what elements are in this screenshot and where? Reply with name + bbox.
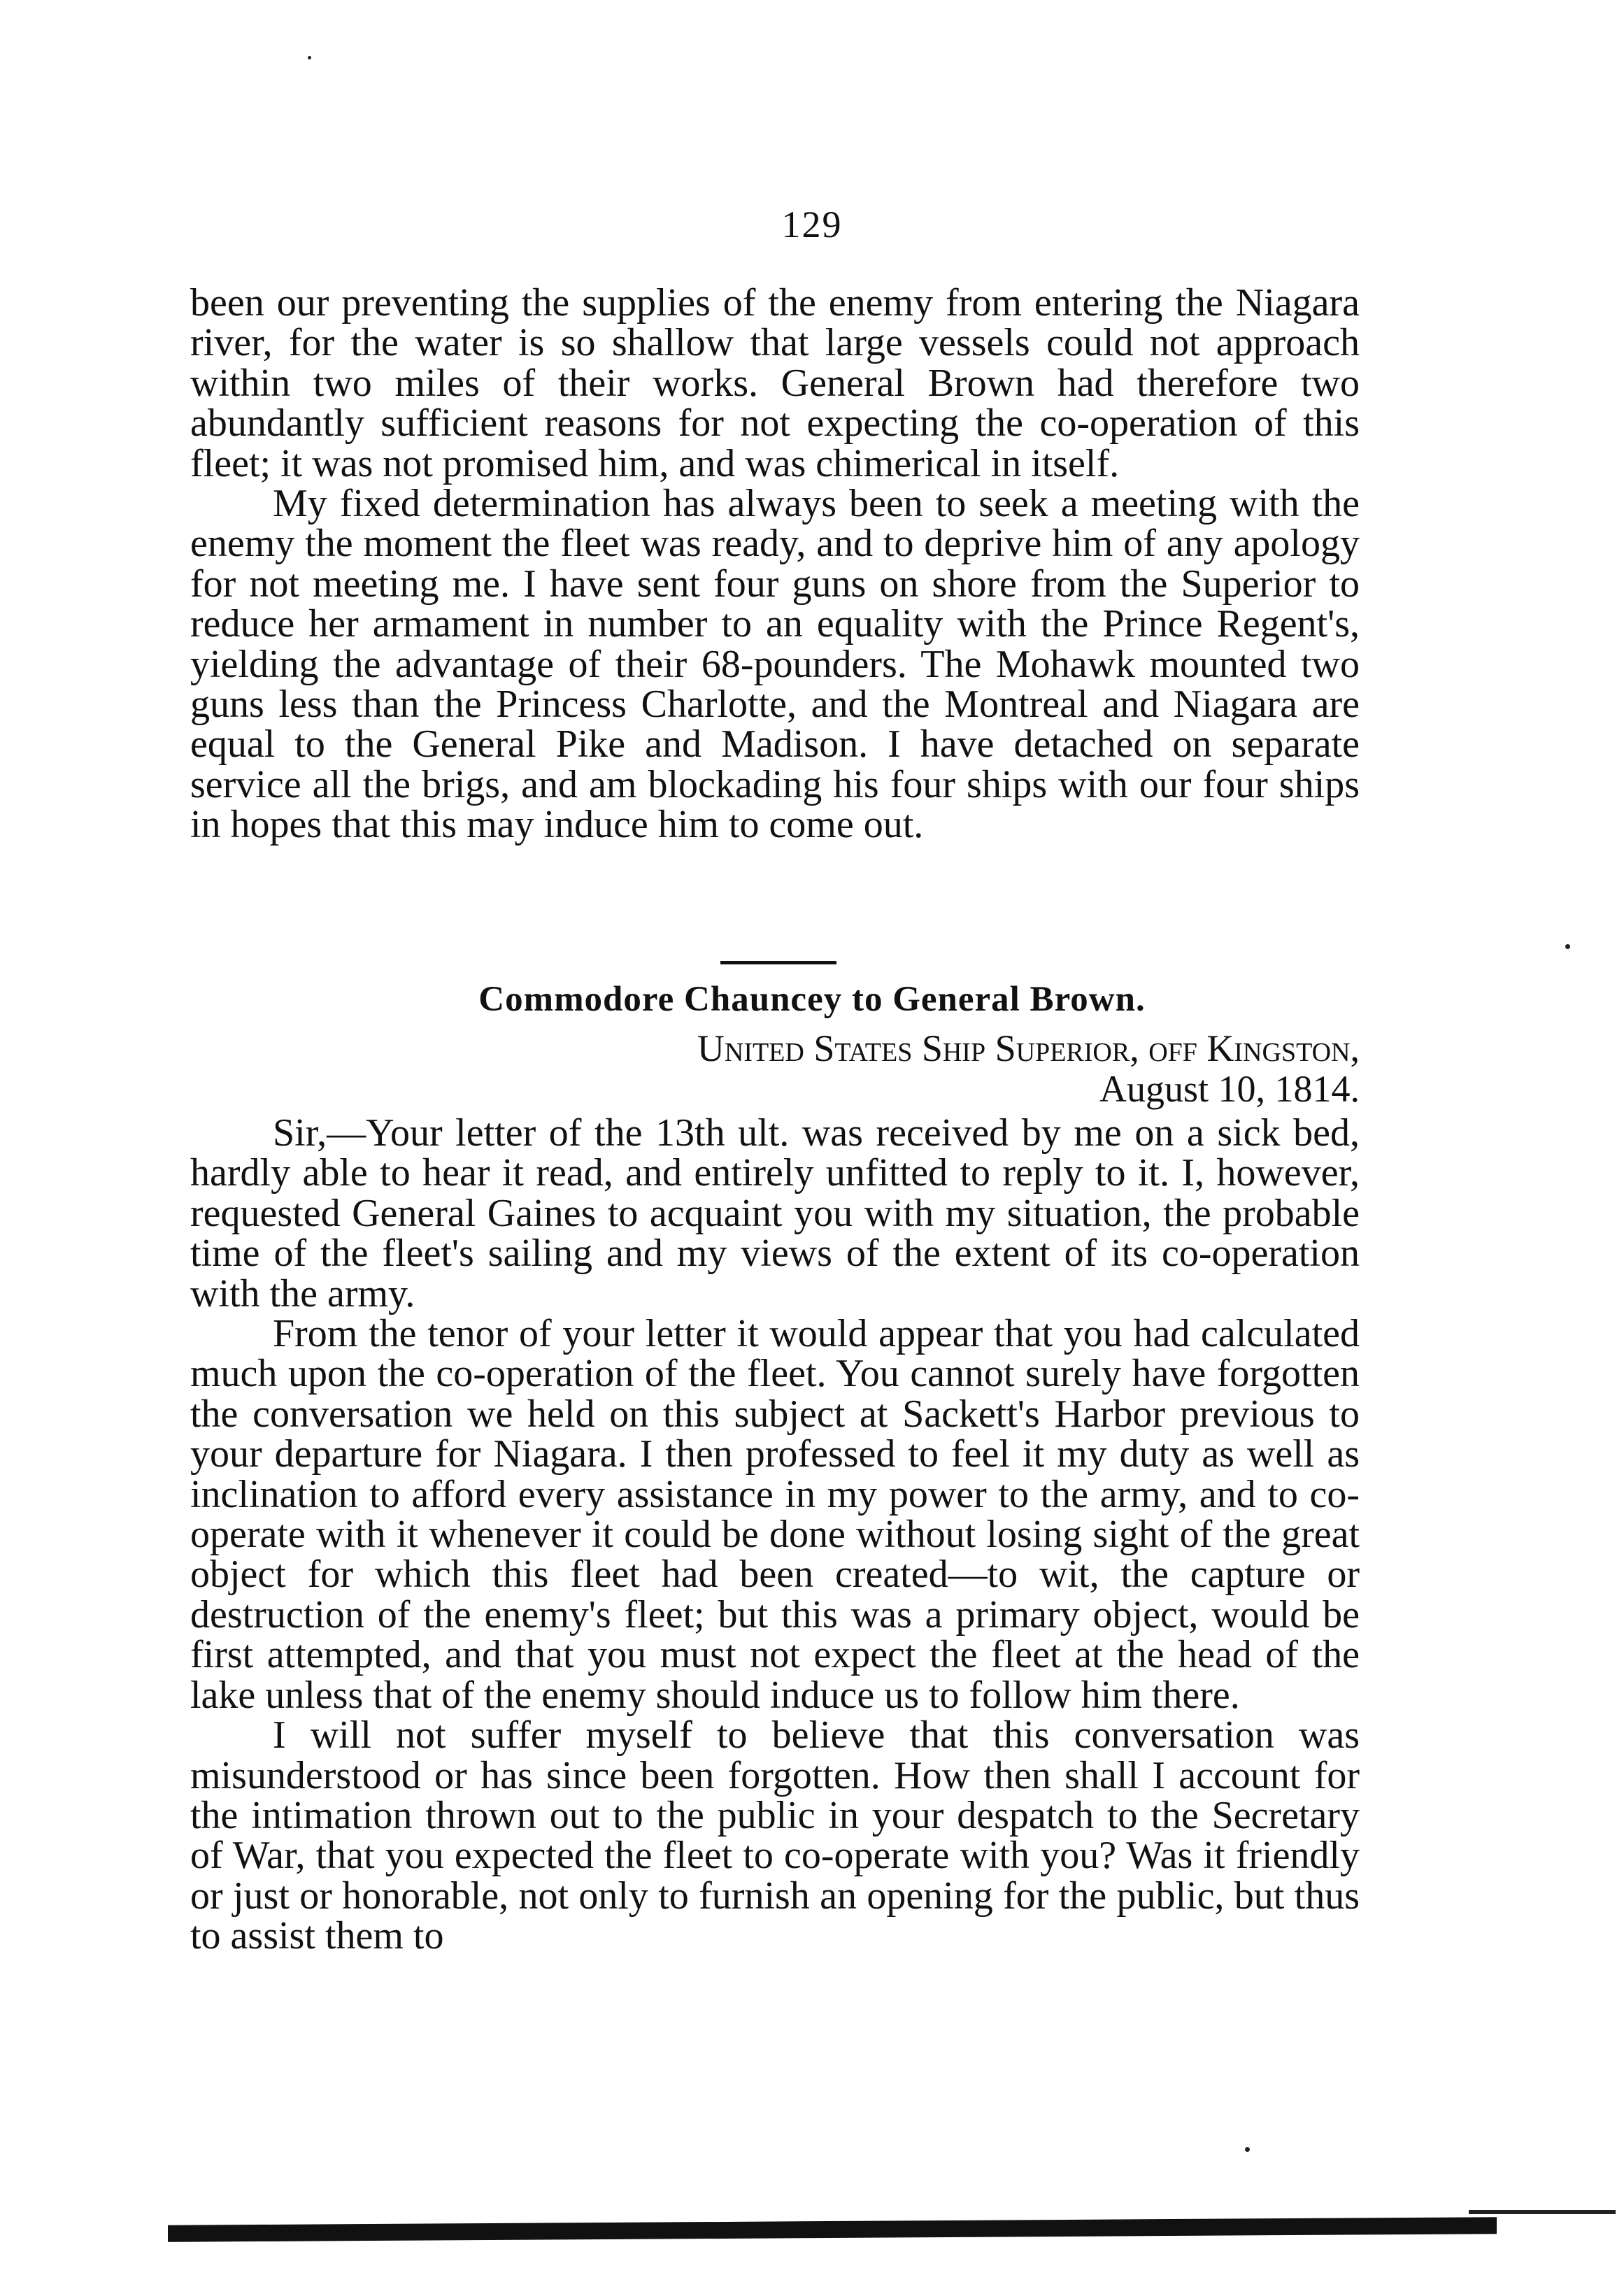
scan-speck [1565,944,1570,949]
scan-edge-bar [168,2217,1497,2242]
page-number: 129 [781,204,843,245]
paragraph-fixed-determination: My fixed determination has always been to seek a meeting with the enemy the moment the fleet was ready, and to deprive him of any apology for not meeting me. I have sent four guns on shore from the Superior to reduce her armament in number to an equality with the Prince Regent's, yielding the advantage of their 68-pounders. The Mohawk mounted two guns less than the Princess Charlotte, and the Montreal and Niagara are equal to the General Pike and Madison. I have detached on separate service all the brigs, and am blockading his four ships with our four ships in hopes that this may induce him to come out. [190,482,1360,847]
body-text-top [190,283,1360,846]
paragraph-tenor: From the tenor of your letter it would appear that you had calculated much upon the co-operation of the fleet. You cannot surely have forgotten the conversation we held on this subject at Sackett's Harbor previous to your departure for Niagara. I then professed to feel it my duty as well as inclination to afford every assistance in my power to the army, and to co-operate with it whenever it could be done without losing sight of the great object for which this fleet had been created—to wit, the capture or destruction of the enemy's fleet; but this was a primary object, would be first attempted, and that you must not expect the fleet at the head of the lake unless that of the enemy should induce us to follow him there. [190,1312,1360,1717]
letter-heading: Commodore Chauncey to General Brown. [478,980,1146,1019]
scan-speck [308,56,311,59]
letter-dateline [697,1028,1360,1109]
scan-speck [1245,2147,1250,2152]
scan-edge-tail [1469,2210,1616,2214]
paragraph-not-suffer: I will not suffer myself to believe that this conversation was misunderstood or has since been forgotten. How then shall I account for the intimation thrown out to the public in your despatch to the Secretary of War, that you expected the fleet to co-operate with you? Was it friendly or just or honorable, not only to furnish an opening for the public, but thus to assist them to [190,1713,1360,1958]
paragraph-continuation: been our preventing the supplies of the enemy from entering the Niagara river, for the water is so shallow that large vessels could not approach within two miles of their works. General Brown had therefore two abundantly sufficient reasons for not expecting the co-operation of this fleet; it was not promised him, and was chimerical in itself. [190,281,1360,485]
section-divider [720,961,836,964]
body-text-letter [190,1113,1360,1957]
dateline-place: United States Ship Superior, off Kingston, [697,1027,1360,1069]
paragraph-salutation: Sir,—Your letter of the 13th ult. was received by me on a sick bed, hardly able to hear it read, and entirely unfitted to reply to it. I, however, requested General Gaines to acquaint you with my situation, the probable time of the fleet's sailing and my views of the extent of its co-operation with the army. [190,1111,1360,1315]
dateline-date: August 10, 1814. [1099,1068,1360,1110]
